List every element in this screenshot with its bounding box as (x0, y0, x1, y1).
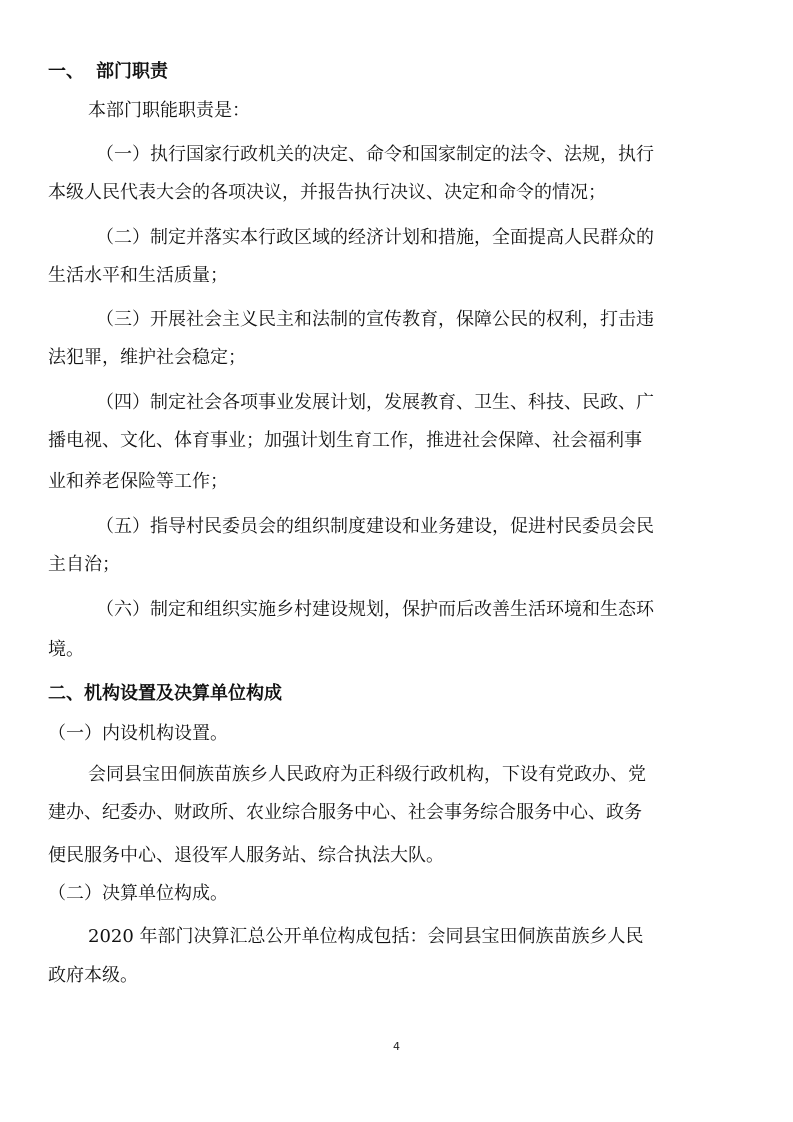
section2-sub2-line-1: 2020 年部门决算汇总公开单位构成包括：会同县宝田侗族苗族乡人民 (88, 926, 644, 947)
duty-item-4-line-2: 播电视、文化、体育事业；加强计划生育工作，推进社会保障、社会福利事 (48, 430, 642, 451)
section2-sub2-title: （二）决算单位构成。 (48, 883, 228, 904)
section2-sub1-line-1: 会同县宝田侗族苗族乡人民政府为正科级行政机构，下设有党政办、党 (88, 764, 646, 785)
duty-item-6-line-1: （六）制定和组织实施乡村建设规划，保护而后改善生活环境和生态环 (96, 599, 654, 620)
section1-intro: 本部门职能职责是： (88, 100, 250, 121)
section2-sub1-title: （一）内设机构设置。 (48, 723, 228, 744)
section1-title: 部门职责 (96, 61, 168, 82)
section2-sub1-line-2: 建办、纪委办、财政所、农业综合服务中心、社会事务综合服务中心、政务 (48, 802, 642, 823)
section2-heading: 二、机构设置及决算单位构成 (48, 683, 282, 704)
section2-sub2-line-2: 政府本级。 (48, 965, 138, 986)
section2-sub1-line-3: 便民服务中心、退役军人服务站、综合执法大队。 (48, 845, 444, 866)
duty-item-1-line-1: （一）执行国家行政机关的决定、命令和国家制定的法令、法规，执行 (96, 144, 654, 165)
duty-item-3-line-2: 法犯罪，维护社会稳定； (48, 347, 246, 368)
section1-number: 一、 (48, 61, 84, 82)
duty-item-3-line-1: （三）开展社会主义民主和法制的宣传教育，保障公民的权利，打击违 (96, 309, 654, 330)
duty-item-5-line-2: 主自治； (48, 554, 120, 575)
duty-item-4-line-1: （四）制定社会各项事业发展计划，发展教育、卫生、科技、民政、广 (96, 392, 654, 413)
page-number: 4 (393, 1040, 400, 1053)
duty-item-1-line-2: 本级人民代表大会的各项决议，并报告执行决议、决定和命令的情况； (48, 182, 606, 203)
duty-item-4-line-3: 业和养老保险等工作； (48, 471, 228, 492)
duty-item-2-line-1: （二）制定并落实本行政区域的经济计划和措施，全面提高人民群众的 (96, 227, 654, 248)
duty-item-6-line-2: 境。 (48, 639, 84, 660)
section1-heading (0, 60, 793, 84)
duty-item-5-line-1: （五）指导村民委员会的组织制度建设和业务建设，促进村民委员会民 (96, 516, 654, 537)
duty-item-2-line-2: 生活水平和生活质量； (48, 265, 228, 286)
